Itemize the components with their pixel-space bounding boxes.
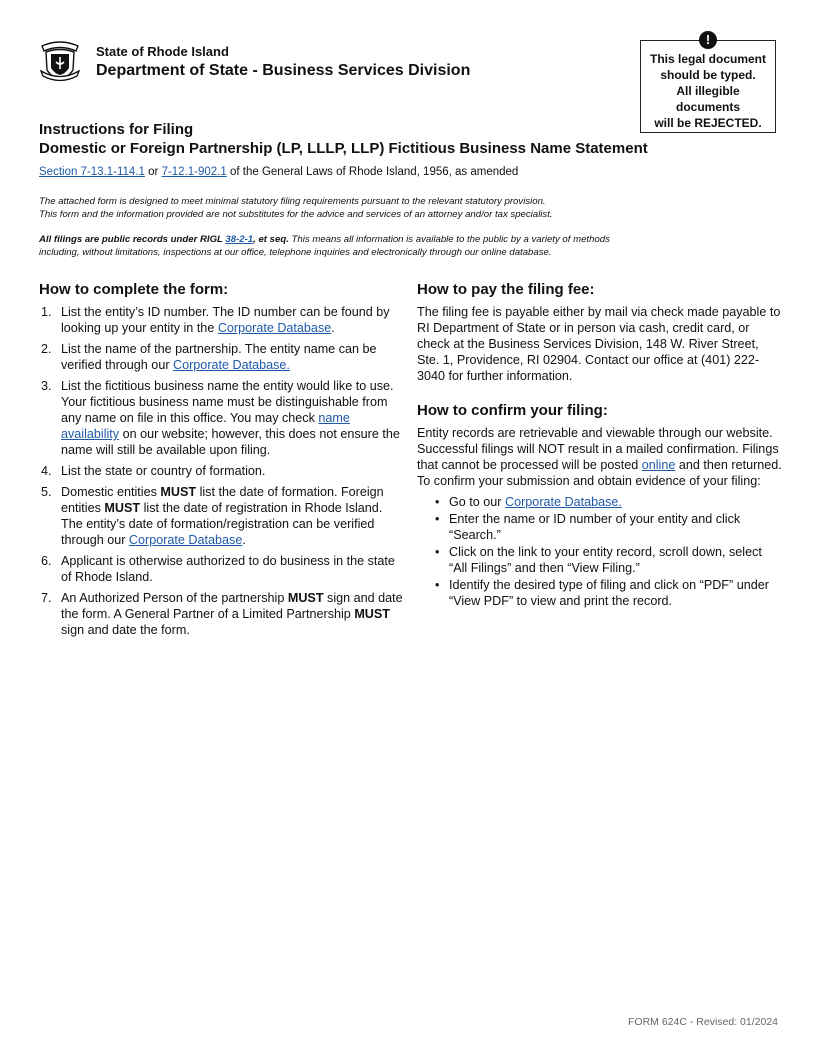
public-bold-2: , et seq. [253,234,289,245]
step-text: Applicant is otherwise authorized to do business in the state of Rhode Island. [61,554,395,584]
bullet-icon: • [435,578,440,592]
legal-notice-text: This legal document should be typed. All illegible documents will be REJECTED. [649,52,766,130]
step-text: sign and date the form. A General Partner of a Limited Partnership [61,591,403,621]
confirm-filing-heading: How to confirm your filing: [417,402,608,419]
step-3 [39,378,404,458]
corporate-database-link[interactable]: Corporate Database. [173,358,290,372]
confirm-step-text: Enter the name or ID number of your entity and click “Search.” [449,512,741,542]
rigl-link[interactable]: 38-2-1 [225,234,254,245]
must-emphasis: MUST [104,501,141,515]
corporate-database-link[interactable]: Corporate Database [128,533,243,547]
pay-fee-text: The filing fee is payable either by mail via check made payable to RI Department of State or in person via cash, credit card, or check at the Business Services Division, 148 W. River Street, Ste. 1, Providence, RI 02904. Contact our office at (401) 222-3040 for further information. [417,305,781,383]
step-number: 4. [41,464,52,478]
confirm-text-part: Entity records are retrievable and viewable through our website. Successful filings will NOT result in a mailed confirmation. Filings that cannot be processed will be posted [417,426,779,472]
step-number: 6. [41,554,52,568]
step-text: . [242,533,246,547]
corporate-database-link[interactable]: Corporate Database. [505,495,622,509]
complete-form-section [39,281,404,643]
step-text: List the name of the partnership. The entity name can be verified through our [61,342,377,372]
confirm-text-part: and then returned. To confirm your submission and obtain evidence of your filing: [417,458,782,488]
pay-fee-heading: How to pay the filing fee: [417,281,595,298]
step-text: list the date of formation. Foreign entities [61,485,384,515]
must-emphasis: MUST [354,607,390,621]
law-link-7-12-1[interactable]: 7-12.1-902.1 [161,166,227,178]
step-number: 3. [41,379,52,393]
complete-form-heading: How to complete the form: [39,281,229,298]
law-text: of the General Laws of Rhode Island, 1956, as amended [229,166,519,178]
legal-notice-box [640,32,776,133]
step-2 [39,341,404,373]
confirm-step [417,494,782,510]
public-line-2: including, without limitations, inspections at our office, telephone inquiries and electronically through our online database. [39,247,552,258]
must-emphasis: MUST [160,485,197,499]
online-link[interactable]: online [641,458,676,472]
step-text: Domestic entities [61,485,161,499]
right-column [417,281,782,610]
disclaimer-line-1: The attached form is designed to meet minimal statutory filing requirements pursuant to the relevant statutory provision. [39,196,546,207]
confirm-step-text: Identify the desired type of filing and click on “PDF” under “View PDF” to view and print the record. [449,578,769,608]
public-records-notice [39,233,610,259]
law-reference [39,166,518,178]
step-text: . [331,321,335,335]
steps-list [39,304,404,638]
step-1 [39,304,404,336]
step-text: list the date of registration in Rhode Island. The entity’s date of formation/registration can be verified through our [61,501,383,547]
must-emphasis: MUST [287,591,324,605]
step-number: 7. [41,591,52,605]
step-text: List the fictitious business name the entity would like to use. Your fictitious business name must be distinguishable from any name on file in this office. You may check [61,379,394,425]
page-title: Instructions for Filing [39,121,194,138]
confirm-step-text: Click on the link to your entity record, scroll down, select “All Filings” and then “View Filing.” [449,545,762,575]
step-4 [39,463,404,479]
step-number: 2. [41,342,52,356]
step-text: List the entity’s ID number. The ID number can be found by looking up your entity in the [61,305,390,335]
law-or: or [148,166,159,178]
step-7 [39,590,404,638]
rhode-island-seal-icon [38,38,82,82]
bullet-icon: • [435,545,440,559]
step-text: on our website; however, this does not ensure the name will still be available upon filing. [61,427,400,457]
confirm-filing-text [417,425,782,489]
step-5 [39,484,404,548]
public-text-1: This means all information is available to the public by a variety of methods [288,234,610,245]
state-name: State of Rhode Island [96,44,229,59]
confirm-step [417,544,782,576]
bullet-icon: • [435,512,440,526]
exclamation-icon: ! [699,31,717,49]
step-text: sign and date the form. [61,623,190,637]
confirm-steps-list [417,494,782,609]
public-bold-1: All filings are public records under RIGL [39,234,226,245]
step-number: 5. [41,485,52,499]
name-availability-link[interactable]: name availability [61,411,350,441]
step-6 [39,553,404,585]
form-revision-footer: FORM 624C - Revised: 01/2024 [628,1016,778,1028]
bullet-icon: • [435,495,440,509]
confirm-step [417,577,782,609]
form-title: Domestic or Foreign Partnership (LP, LLLP, LLP) Fictitious Business Name Statement [39,140,648,157]
department-name: Department of State - Business Services Division [96,62,471,79]
disclaimer [39,195,553,221]
confirm-step [417,511,782,543]
step-text: List the state or country of formation. [61,464,266,478]
step-number: 1. [41,305,52,319]
confirm-step-text: Go to our [449,495,506,509]
law-link-section-7-13-1[interactable]: Section 7-13.1-114.1 [39,166,145,178]
disclaimer-line-2: This form and the information provided are not substitutes for the advice and services of an attorney and/or tax specialist. [39,209,553,220]
corporate-database-link[interactable]: Corporate Database [217,321,332,335]
step-text: An Authorized Person of the partnership [61,591,288,605]
